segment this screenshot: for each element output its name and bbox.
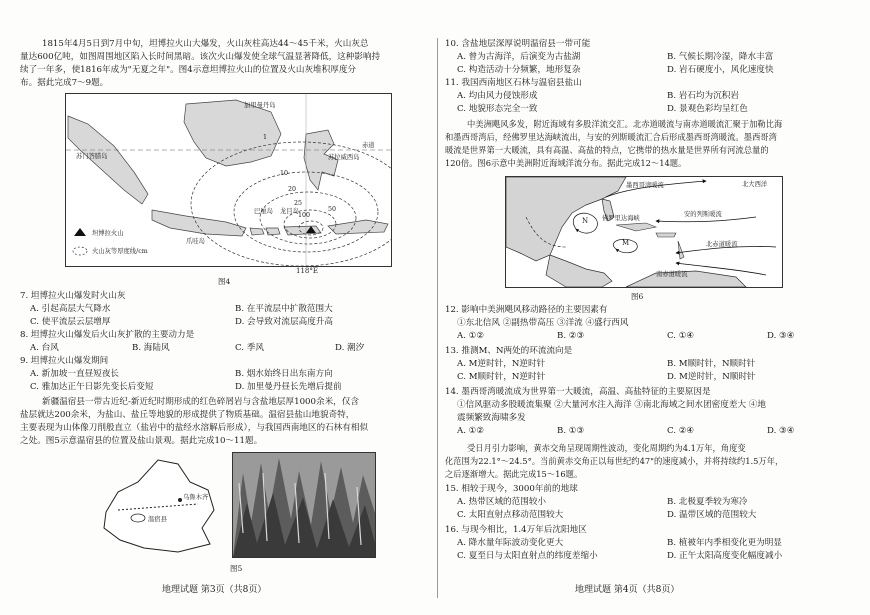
xinjiang-outline xyxy=(104,460,214,552)
label-equator: 赤道 xyxy=(362,142,375,149)
fig4-longitude: 118°E xyxy=(296,267,318,275)
figure-4-map xyxy=(65,93,392,267)
q12-option-b: B. ②③ xyxy=(557,331,585,341)
figure-5-xinjiang-map xyxy=(98,452,218,556)
q16-option-c: C. 夏至日与太阳直射点的纬度差缩小 xyxy=(457,551,598,561)
xinjiang-line-2: 盐层就达200余米，为盐山、盐丘等地貌的形成提供了物质基础。温宿县盐山地貌奇特， xyxy=(20,410,355,420)
legend-volcano-icon xyxy=(74,228,86,236)
legend-isoline-icon xyxy=(73,247,87,255)
legend-isoline-label: 火山灰等厚度线/cm xyxy=(92,248,148,255)
q13-option-b: B. M顺时针，N顺时针 xyxy=(667,359,756,369)
q14-option-c: C. ②④ xyxy=(667,426,695,436)
label-gulf-stream: 墨西哥湾暖流 xyxy=(626,182,664,189)
q7-option-b: B. 在平流层中扩散范围大 xyxy=(235,304,333,314)
label-sulawesi: 苏拉威西岛 xyxy=(328,154,360,161)
q15-option-d: D. 温带区域的范围较大 xyxy=(667,510,757,520)
q12-option-a: A. ①② xyxy=(457,331,485,341)
q10-option-a: A. 曾为古海洋，后演变为古盐湖 xyxy=(457,52,581,62)
obliquity-line-2: 化范围为22.1°～24.5°。当前黄赤交角正以每世纪约47"的速度减小，并将持续约1.5万年， xyxy=(445,456,784,466)
q11-stem: 11. 我国西南地区石林与温宿县盐山 xyxy=(445,78,582,88)
q9-option-d: D. 加里曼丹昼长先增后提前 xyxy=(235,382,342,392)
kalimantan-island xyxy=(184,100,281,166)
figure-6-svg xyxy=(506,177,782,287)
eastern-islands xyxy=(328,220,388,234)
q14-option-b: B. ①③ xyxy=(557,426,585,436)
q16-option-d: D. 正午太阳高度变化幅度减小 xyxy=(667,551,783,561)
q11-option-b: B. 岩石均为沉积岩 xyxy=(667,91,739,101)
q16-stem: 16. 与现今相比，1.4万年后沈阳地区 xyxy=(445,525,587,535)
q13-option-c: C. M顺时针，N逆时针 xyxy=(457,372,546,382)
q9-option-b: B. 烟水始终日出东南方向 xyxy=(235,369,333,379)
left-page xyxy=(20,0,430,615)
q10-option-c: C. 构造活动十分频繁，地形复杂 xyxy=(457,65,581,75)
right-page xyxy=(445,0,860,615)
label-N: N xyxy=(582,217,589,225)
q11-option-a: A. 均由风力侵蚀形成 xyxy=(457,91,538,101)
label-north-equatorial: 北赤道暖流 xyxy=(706,241,738,248)
q15-option-a: A. 热带区域的范围较小 xyxy=(457,497,547,507)
q12-option-d: D. ③④ xyxy=(767,331,795,341)
label-M: M xyxy=(622,239,630,247)
label-isoline-20: 20 xyxy=(288,186,297,193)
intro-line-4: 布。据此完成7～9题。 xyxy=(20,78,109,88)
q7-option-c: C. 使平流层云层增厚 xyxy=(30,317,111,327)
sumatra-island xyxy=(68,116,148,204)
legend-volcano-label: 坦博拉火山 xyxy=(92,230,124,237)
mexico-line-1: 中美洲飓风多发，附近海域有多股洋流交汇。北赤道暖流与南赤道暖流汇聚于加勒比海 xyxy=(467,119,783,129)
figure-6-caption: 图6 xyxy=(631,292,644,301)
q14-stem: 14. 墨西哥湾暖流成为世界第一大暖流，高温、高盐特征的主要原因是 xyxy=(445,387,711,397)
intro-line-2: 量达600亿吨，如图周围地区陷入长时间黑暗。该次火山爆发使全球气温显著降低，这种影响持 xyxy=(20,52,381,62)
label-florida-strait: 佛罗里达海峡 xyxy=(602,215,640,222)
label-wensu: 温宿县 xyxy=(148,516,167,523)
q8-option-a: A. 台风 xyxy=(30,343,59,353)
obliquity-line-1: 受日月引力影响，黄赤交角呈现周期性波动，变化周期约为4.1万年，角度变 xyxy=(467,443,746,453)
mexico-line-2: 和墨西哥湾后，经佛罗里达海峡流出，与安的列斯暖流汇合后形成墨西哥湾暖流。墨西哥湾 xyxy=(445,132,777,142)
figure-6-currents-map xyxy=(505,176,783,288)
label-bali: 巴厘岛 xyxy=(254,208,273,215)
central-america-land xyxy=(546,255,612,287)
salt-mountain-svg xyxy=(233,453,375,557)
q15-option-c: C. 太阳直射点移动范围较大 xyxy=(457,510,564,520)
q9-stem: 9. 坦博拉火山爆发期间 xyxy=(20,356,109,366)
q11-option-c: C. 地貌形态完全一致 xyxy=(457,104,538,114)
label-isoline-100: 100 xyxy=(298,212,311,219)
label-sumatra: 苏门答腊岛 xyxy=(76,153,108,160)
salt-mountain-photo xyxy=(232,452,376,558)
page-divider xyxy=(437,38,438,598)
figure-4-caption: 图4 xyxy=(218,277,231,286)
q14-option-d: D. ③④ xyxy=(767,426,795,436)
q13-stem: 13. 推测M、N两处的环流流向是 xyxy=(445,346,573,356)
label-south-equatorial: 南赤道暖流 xyxy=(656,271,688,278)
q14-option-a: A. ①② xyxy=(457,426,485,436)
label-java: 爪哇岛 xyxy=(186,238,205,245)
label-urumqi: 乌鲁木齐 xyxy=(183,494,209,501)
q14-items-2: 震频繁致海啸多发 xyxy=(457,413,526,423)
q9-option-c: C. 雅加达正午日影先变长后变短 xyxy=(30,382,154,392)
obliquity-line-3: 之后逐渐增大。据此完成15～16题。 xyxy=(445,469,583,479)
left-page-footer: 地理试题 第3页（共8页） xyxy=(162,585,267,595)
q14-items-1: ①信风驱动多股暖流集聚 ②大量河水注入海洋 ③南北海域之间水团密度差大 ④地 xyxy=(457,400,766,410)
q8-option-b: B. 海陆风 xyxy=(132,343,170,353)
q10-stem: 10. 含盐地层深厚说明温宿县一带可能 xyxy=(445,39,591,49)
label-isoline-10: 10 xyxy=(280,170,289,177)
q9-option-a: A. 新加坡一直昼短夜长 xyxy=(30,369,120,379)
xinjiang-line-1: 新疆温宿县一带古近纪-新近纪时期形成的红色碎屑岩与含盐地层厚1000余米，仅含 xyxy=(42,397,359,407)
q13-option-a: A. M逆时针，N逆时针 xyxy=(457,359,546,369)
figure-5-caption: 图5 xyxy=(230,564,243,573)
mexico-line-3: 暖流是世界第一大暖流，具有高温、高盐的特点，它携带的热水量是世界所有河流总量的 xyxy=(445,145,769,155)
xinjiang-map-svg xyxy=(98,452,218,556)
q12-items: ①东北信风 ②副热带高压 ③洋流 ④盛行西风 xyxy=(457,318,629,328)
q11-option-d: D. 景观色彩均呈红色 xyxy=(667,104,748,114)
figure-4-svg xyxy=(66,94,391,266)
intro-line-1: 1815年4月5日到7月中旬，坦博拉火山大爆发，火山灰柱高达44～45千米，火山灰总 xyxy=(42,39,369,49)
q10-option-b: B. 气候长期冷湿，降水丰富 xyxy=(667,52,774,62)
q15-stem: 15. 相较于现今，3000年前的地球 xyxy=(445,484,578,494)
q12-option-c: C. ①④ xyxy=(667,331,695,341)
q8-option-c: C. 季风 xyxy=(235,343,264,353)
mexico-line-4: 120倍。图6示意中美洲附近海域洋流分布。据此完成12～14题。 xyxy=(445,158,687,168)
q7-option-a: A. 引起高层大气降水 xyxy=(30,304,111,314)
label-isoline-1: 1 xyxy=(263,134,268,141)
q16-option-b: B. 植被年内季相变化更为明显 xyxy=(667,538,782,548)
label-antilles: 安的列斯暖流 xyxy=(684,211,722,218)
label-lombok: 龙目岛 xyxy=(280,208,299,215)
q13-option-d: D. M逆时针，N顺时针 xyxy=(667,372,756,382)
intro-line-3: 续了一年多，使1816年成为"无夏之年"。图4示意坦博拉火山的位置及火山灰堆积厚度分 xyxy=(20,65,357,75)
q16-option-a: A. 降水量年际波动变化更大 xyxy=(457,538,564,548)
label-north-atlantic: 北大西洋 xyxy=(742,181,768,188)
q12-stem: 12. 影响中美洲飓风移动路径的主要因素有 xyxy=(445,305,608,315)
q8-option-d: D. 潮汐 xyxy=(335,343,365,353)
xinjiang-line-4: 之处。图5示意温宿县的位置及盐山景观。据此完成10～11题。 xyxy=(20,436,263,446)
q10-option-d: D. 岩石硬度小，风化速度快 xyxy=(667,65,774,75)
right-page-footer: 地理试题 第4页（共8页） xyxy=(575,585,680,595)
label-isoline-25: 25 xyxy=(294,200,303,207)
label-kalimantan: 加里曼丹岛 xyxy=(244,102,276,109)
q15-option-b: B. 北极夏季较为寒冷 xyxy=(667,497,748,507)
java-island xyxy=(152,210,246,236)
label-isoline-50: 50 xyxy=(328,206,337,213)
q7-option-d: D. 会导致对流层高度升高 xyxy=(235,317,333,327)
urumqi-marker xyxy=(178,498,182,502)
xinjiang-line-3: 主要表现为山体像刀削般直立（盐岩中的盐经水溶解后形成），与我国西南地区的石林有相似 xyxy=(20,423,369,433)
q8-stem: 8. 坦博拉火山爆发后火山灰扩散的主要动力是 xyxy=(20,330,195,340)
q7-stem: 7. 坦博拉火山爆发时火山灰 xyxy=(20,291,126,301)
